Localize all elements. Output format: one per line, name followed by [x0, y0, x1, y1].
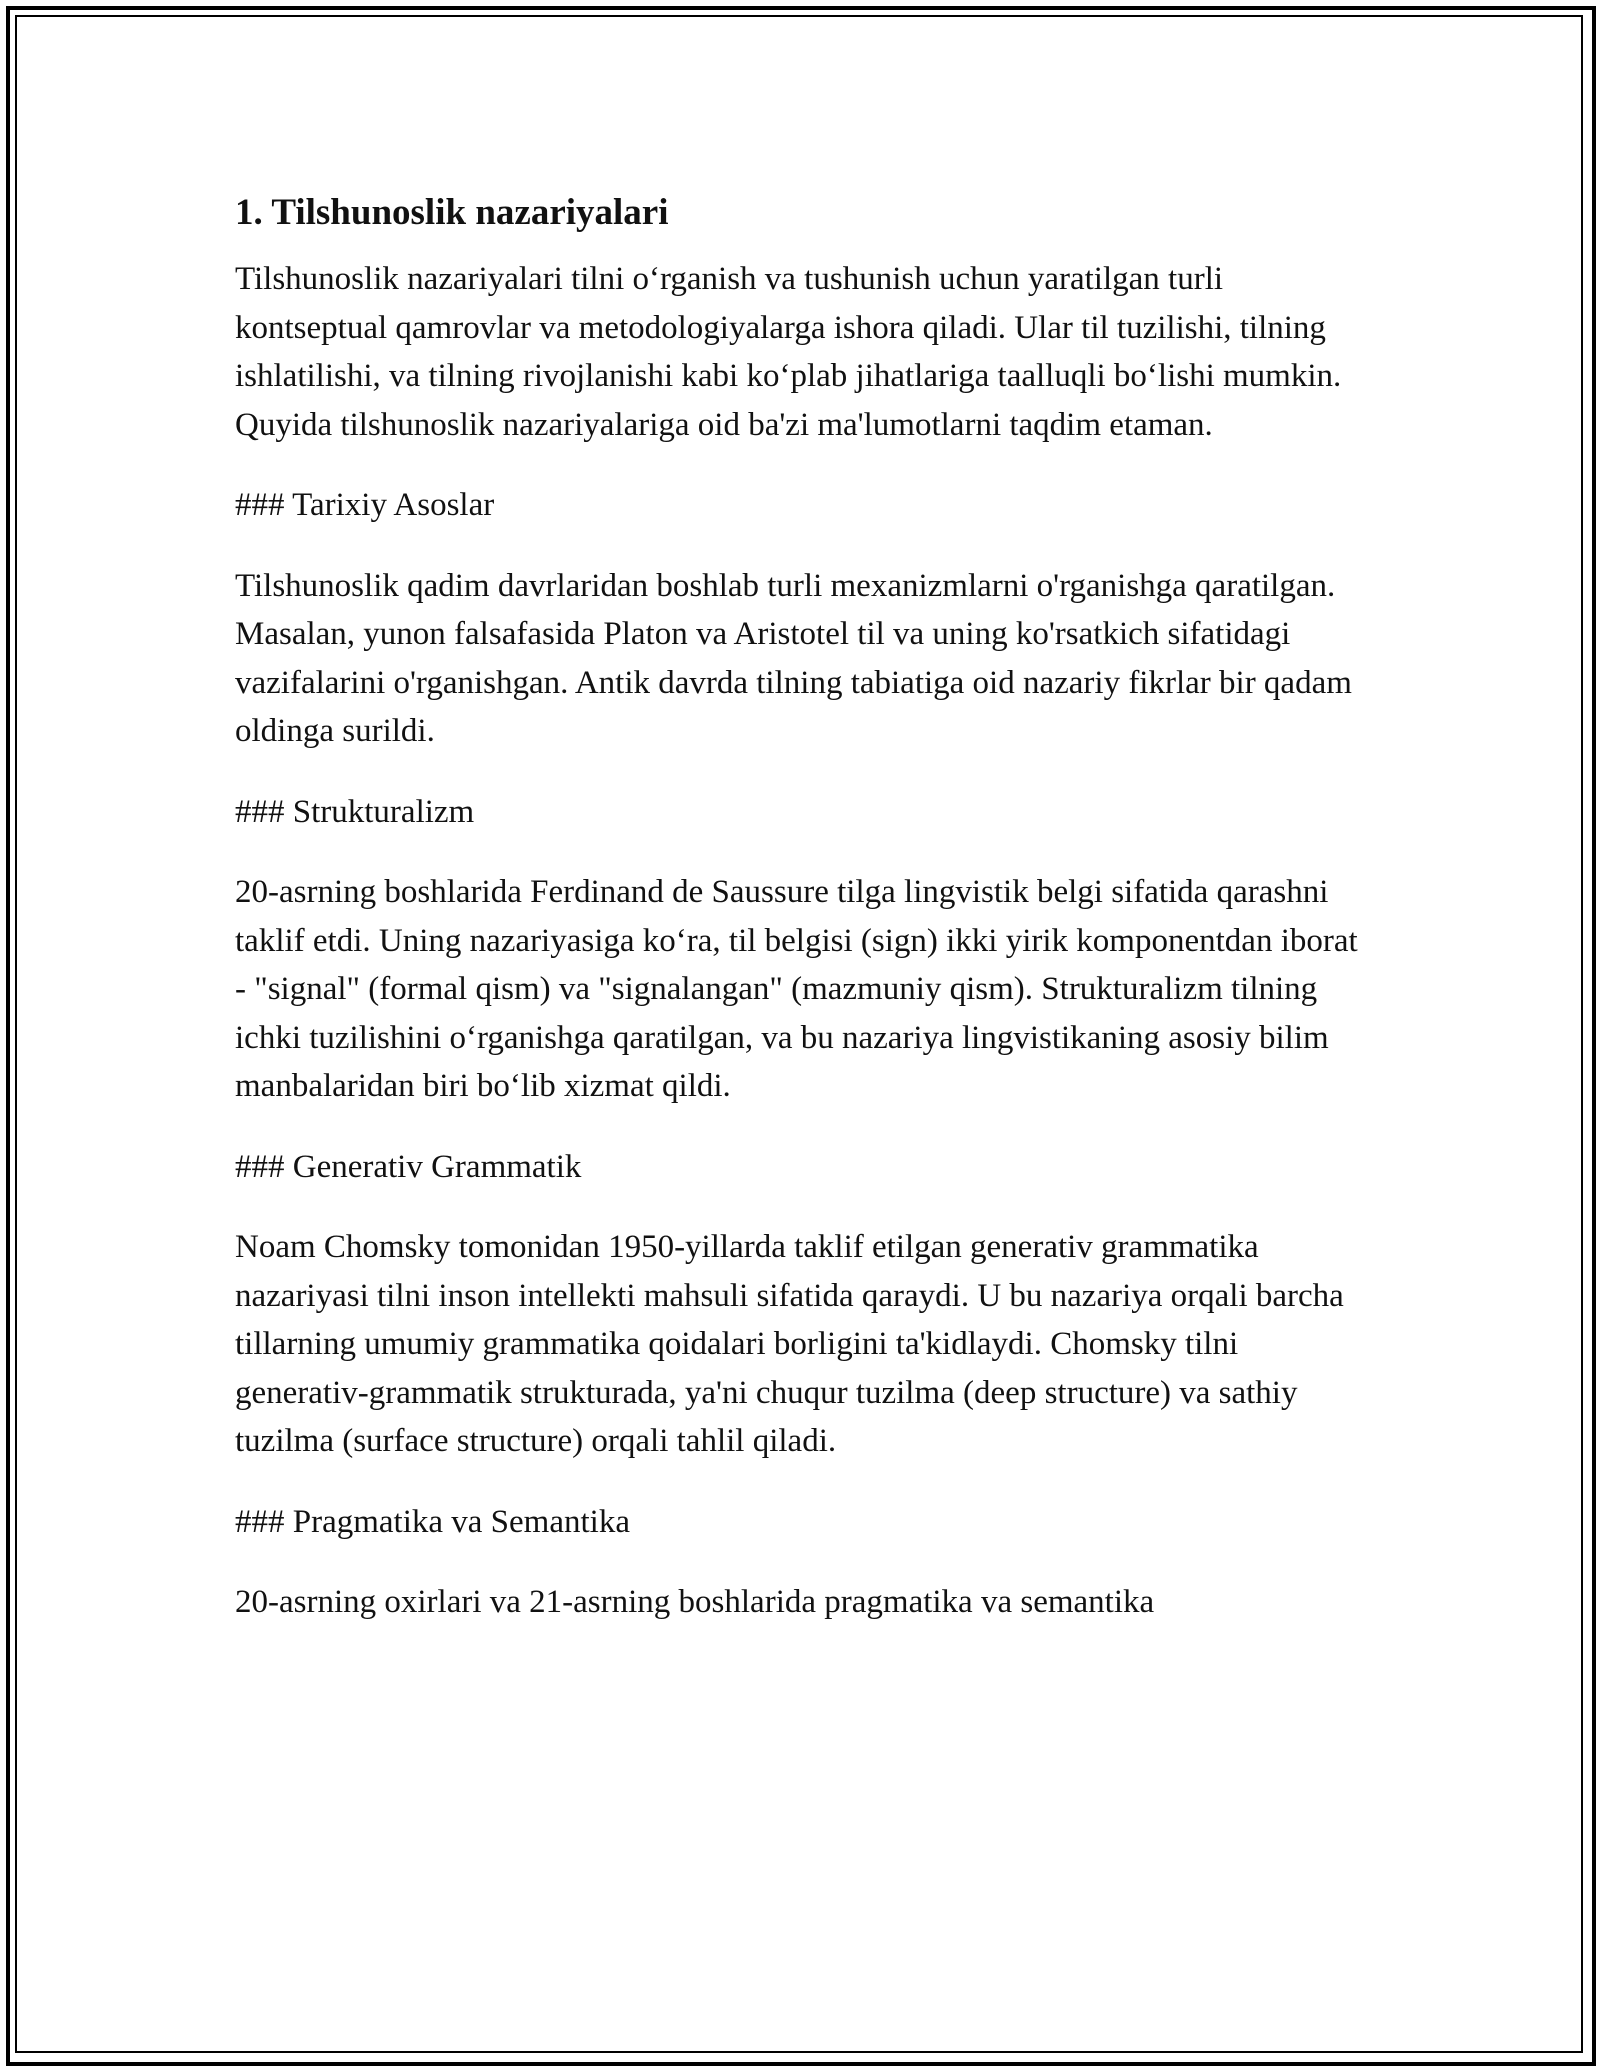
- section-paragraph-strukturalizm: 20-asrning boshlarida Ferdinand de Saussure tilga lingvistik belgi sifatida qarashni taklif etdi. Uning nazariyasiga ko‘ra, til belgisi (sign) ikki yirik komponentdan iborat - "signal" (formal qism) va "signalangan" (mazmuniy qism). Strukturalizm tilning ichki tuzilishini o‘rganishga qaratilgan, va bu nazariya lingvistikaning asosiy bilim manbalaridan biri bo‘lib xizmat qildi.: [235, 874, 1358, 1104]
- section-heading-strukturalizm: ### Strukturalizm: [235, 793, 475, 830]
- document-title: 1. Tilshunoslik nazariyalari: [235, 192, 669, 233]
- section-heading-tarixiy-asoslar: ### Tarixiy Asoslar: [235, 487, 495, 523]
- intro-paragraph: Tilshunoslik nazariyalari tilni o‘rganish va tushunish uchun yaratilgan turli kontseptual qamrovlar va metodologiyalarga ishora qiladi. Ular til tuzilishi, tilning ishlatilishi, va tilning rivojlanishi kabi ko‘plab jihatlariga taalluqli bo‘lishi mumkin. Quyida tilshunoslik nazariyalariga oid ba'zi ma'lumotlarni taqdim etaman.: [235, 261, 1342, 443]
- section-heading-pragmatika-semantika: ### Pragmatika va Semantika: [235, 1503, 630, 1540]
- section-paragraph-pragmatika-semantika: 20-asrning oxirlari va 21-asrning boshlarida pragmatika va semantika: [235, 1584, 1155, 1620]
- section-paragraph-generativ-grammatik: Noam Chomsky tomonidan 1950-yillarda taklif etilgan generativ grammatika nazariyasi tilni inson intellekti mahsuli sifatida qaraydi. U bu nazariya orqali barcha tillarning umumiy grammatika qoidalari borligini ta'kidlaydi. Chomsky tilni generativ-grammatik strukturada, ya'ni chuqur tuzilma (deep structure) va sathiy tuzilma (surface structure) orqali tahlil qiladi.: [235, 1229, 1344, 1459]
- section-paragraph-tarixiy-asoslar: Tilshunoslik qadim davrlaridan boshlab turli mexanizmlarni o'rganishga qaratilgan. Masalan, yunon falsafasida Platon va Aristotel til va uning ko'rsatkich sifatidagi vazifalarini o'rganishgan. Antik davrda tilning tabiatiga oid nazariy fikrlar bir qadam oldinga surildi.: [235, 567, 1352, 749]
- section-heading-generativ-grammatik: ### Generativ Grammatik: [235, 1148, 582, 1185]
- document-body: [235, 187, 1375, 1659]
